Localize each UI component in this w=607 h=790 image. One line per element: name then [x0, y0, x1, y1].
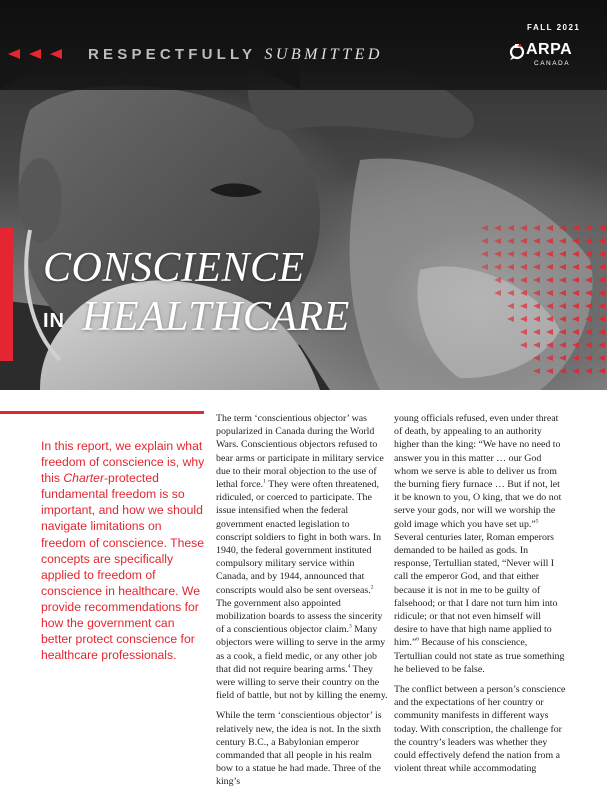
series-title [88, 46, 383, 64]
pattern-triangle [520, 329, 527, 335]
arpa-logo-icon [509, 43, 526, 60]
pattern-triangle [598, 277, 605, 283]
pattern-triangle [533, 329, 540, 335]
pattern-triangle [546, 355, 553, 361]
pattern-triangle [546, 238, 553, 244]
pattern-triangle [598, 303, 605, 309]
pattern-triangle [559, 277, 566, 283]
pattern-triangle [585, 355, 592, 361]
pattern-triangle [494, 290, 501, 296]
body-paragraph: While the term ‘conscientious objector’ is relatively new, the idea is not. In the sixth century B.C., a Babylonian emperor commanded that all people in his realm bow to a statue he had made. Three of the king’s [216, 710, 382, 788]
pattern-triangle [494, 225, 501, 231]
pattern-triangle [546, 264, 553, 270]
pattern-triangle [507, 238, 514, 244]
intro-emphasis: Charter [63, 471, 104, 486]
pattern-triangle [598, 316, 605, 322]
arrow-left-icon [29, 49, 41, 59]
body-paragraph: young officials refused, even under threat of death, by appealing to an authority higher than the king: “We have no need to answer you in this matter … our God whom we serve is able to deliver us from the burning fiery furnace … But if not, let it be known to you, O king, that we do not serve your gods, nor will we worship the gold image which you have set up.”$^5$ Several centuries later, Roman emperors demanded to be hailed as gods. In response, Tertullian stated, “Never will I call the emperor God, and that either because it is not in me to be guilty of falsehood; or that I dare not turn him into ridicule; or that not even himself will desire to have that high name applied to him.”$^6$ Because of his conscience, Tertullian could not state as true something he believed to be false. [394, 413, 565, 675]
pattern-triangle [520, 342, 527, 348]
pattern-triangle [494, 264, 501, 270]
pattern-triangle [559, 290, 566, 296]
footnote-ref[interactable]: 3 [349, 623, 352, 630]
logo-name: ARPA [526, 41, 573, 58]
arpa-logo [509, 41, 599, 69]
pattern-triangle [585, 238, 592, 244]
pattern-triangle [546, 342, 553, 348]
pattern-triangle [546, 316, 553, 322]
footnote-ref[interactable]: 5 [535, 518, 539, 525]
pattern-triangle [598, 368, 605, 374]
pattern-triangle [533, 225, 540, 231]
pattern-triangle [585, 277, 592, 283]
pattern-triangle [559, 316, 566, 322]
pattern-triangle [520, 264, 527, 270]
title-line-1: CONSCIENCE [43, 245, 305, 291]
pattern-triangle [494, 251, 501, 257]
pattern-triangle [546, 290, 553, 296]
intro-summary [41, 438, 206, 663]
pattern-triangle [520, 225, 527, 231]
pattern-triangle [572, 277, 579, 283]
title-in: IN [43, 310, 65, 332]
pattern-triangle [507, 290, 514, 296]
pattern-triangle [507, 264, 514, 270]
pattern-triangle [494, 238, 501, 244]
pattern-triangle [533, 368, 540, 374]
pattern-triangle [481, 251, 488, 257]
pattern-triangle [572, 329, 579, 335]
pattern-triangle [520, 290, 527, 296]
footnote-ref[interactable]: 4 [347, 663, 351, 670]
pattern-triangle [572, 368, 579, 374]
pattern-triangle [572, 342, 579, 348]
pattern-triangle [585, 342, 592, 348]
pattern-triangle [598, 290, 605, 296]
pattern-triangle [546, 329, 553, 335]
pattern-triangle [598, 342, 605, 348]
intro-text: -protected fundamental freedom is so important, and how we should navigate limitations on freedom of conscience. These concepts are specifically applied to freedom of conscience in healthcare. We provide recommendations for how the government can better protect conscience for healthcare professionals. [41, 471, 205, 663]
intro-text: In this report, we explain what freedom of conscience is, why this [41, 439, 205, 486]
pattern-triangle [585, 368, 592, 374]
issue-label: FALL 2021 [527, 23, 581, 32]
pattern-triangle [533, 251, 540, 257]
pattern-triangle [585, 329, 592, 335]
pattern-triangle [559, 355, 566, 361]
pattern-triangle [533, 290, 540, 296]
pattern-triangle [559, 251, 566, 257]
pattern-triangle [572, 225, 579, 231]
body-column-2 [394, 412, 566, 782]
pattern-triangle [572, 251, 579, 257]
series-prefix: RESPECTFULLY [88, 46, 256, 63]
pattern-triangle [494, 277, 501, 283]
arrow-decoration [8, 49, 62, 59]
series-suffix: SUBMITTED [264, 46, 383, 63]
pattern-triangle [572, 238, 579, 244]
pattern-triangle [533, 238, 540, 244]
body-column-1 [216, 412, 388, 790]
pattern-triangle [546, 303, 553, 309]
pattern-triangle [572, 355, 579, 361]
pattern-triangle [481, 225, 488, 231]
pattern-triangle [598, 251, 605, 257]
body-paragraph: The term ‘conscientious objector’ was popularized in Canada during the World Wars. Conscientious objectors refused to bear arms or participate in military service due to their moral objection to the use of lethal force.$^1$ They were often threatened, ridiculed, or coerced to participate. The issue intensified when the federal government enacted legislation to conscript soldiers to fight in both wars. In 1940, the federal government instituted compulsory military service within Canada, and by 1944, announced that conscripts would also be sent overseas.$^2$ The government also appointed mobilization boards to assess the sincerity of a conscientious objector claim.$^3$ Many objectors were willing to serve in the army as a cook, a field medic, or any other job that did not require bearing arms.$^4$ They were willing to serve their country on the field of battle, but not by killing the enemy. [216, 413, 388, 702]
body-paragraph: The conflict between a person’s conscience and the expectations of her country or community manifests in different ways today. With conscription, the challenge for the country’s leaders was whether they could effectively defend the nation from a violent threat while accommodating [394, 684, 566, 775]
pattern-triangle [520, 316, 527, 322]
pattern-triangle [520, 277, 527, 283]
arrow-left-icon [50, 49, 62, 59]
hero-photo [0, 0, 607, 390]
pattern-triangle [585, 264, 592, 270]
pattern-triangle [559, 225, 566, 231]
pattern-triangle [533, 264, 540, 270]
logo-subtitle: CANADA [534, 60, 571, 67]
pattern-triangle [598, 225, 605, 231]
pattern-triangle [546, 277, 553, 283]
pattern-triangle [507, 316, 514, 322]
pattern-triangle [585, 225, 592, 231]
pattern-triangle [559, 264, 566, 270]
pattern-triangle [572, 290, 579, 296]
pattern-triangle [520, 238, 527, 244]
title-line-2: HEALTHCARE [82, 294, 350, 340]
pattern-triangle [585, 251, 592, 257]
arrow-left-icon [8, 49, 20, 59]
pattern-triangle [533, 355, 540, 361]
pattern-triangle [598, 238, 605, 244]
footnote-ref[interactable]: 2 [370, 584, 374, 591]
pattern-triangle [533, 342, 540, 348]
pattern-triangle [585, 316, 592, 322]
pattern-triangle [598, 264, 605, 270]
pattern-triangle [533, 316, 540, 322]
pattern-triangle [585, 303, 592, 309]
pattern-triangle [585, 290, 592, 296]
pattern-triangle [481, 238, 488, 244]
pattern-triangle [533, 303, 540, 309]
pattern-triangle [507, 277, 514, 283]
pattern-triangle [507, 303, 514, 309]
pattern-triangle [546, 368, 553, 374]
pattern-triangle [572, 303, 579, 309]
pattern-triangle [559, 368, 566, 374]
pattern-triangle [572, 264, 579, 270]
pattern-triangle [546, 225, 553, 231]
pattern-triangle [533, 277, 540, 283]
pattern-triangle [520, 251, 527, 257]
pattern-triangle [559, 303, 566, 309]
pattern-triangle [559, 238, 566, 244]
pattern-triangle [598, 355, 605, 361]
pattern-triangle [559, 329, 566, 335]
red-accent-bar [0, 228, 13, 361]
pattern-triangle [520, 303, 527, 309]
pattern-triangle [559, 342, 566, 348]
intro-divider [0, 411, 204, 414]
footnote-ref[interactable]: 1 [263, 478, 266, 485]
pattern-triangle [481, 264, 488, 270]
footnote-ref[interactable]: 6 [416, 637, 419, 644]
pattern-triangle [598, 329, 605, 335]
pattern-triangle [546, 251, 553, 257]
triangle-pattern-decoration [478, 222, 607, 387]
pattern-triangle [507, 225, 514, 231]
pattern-triangle [572, 316, 579, 322]
pattern-triangle [507, 251, 514, 257]
